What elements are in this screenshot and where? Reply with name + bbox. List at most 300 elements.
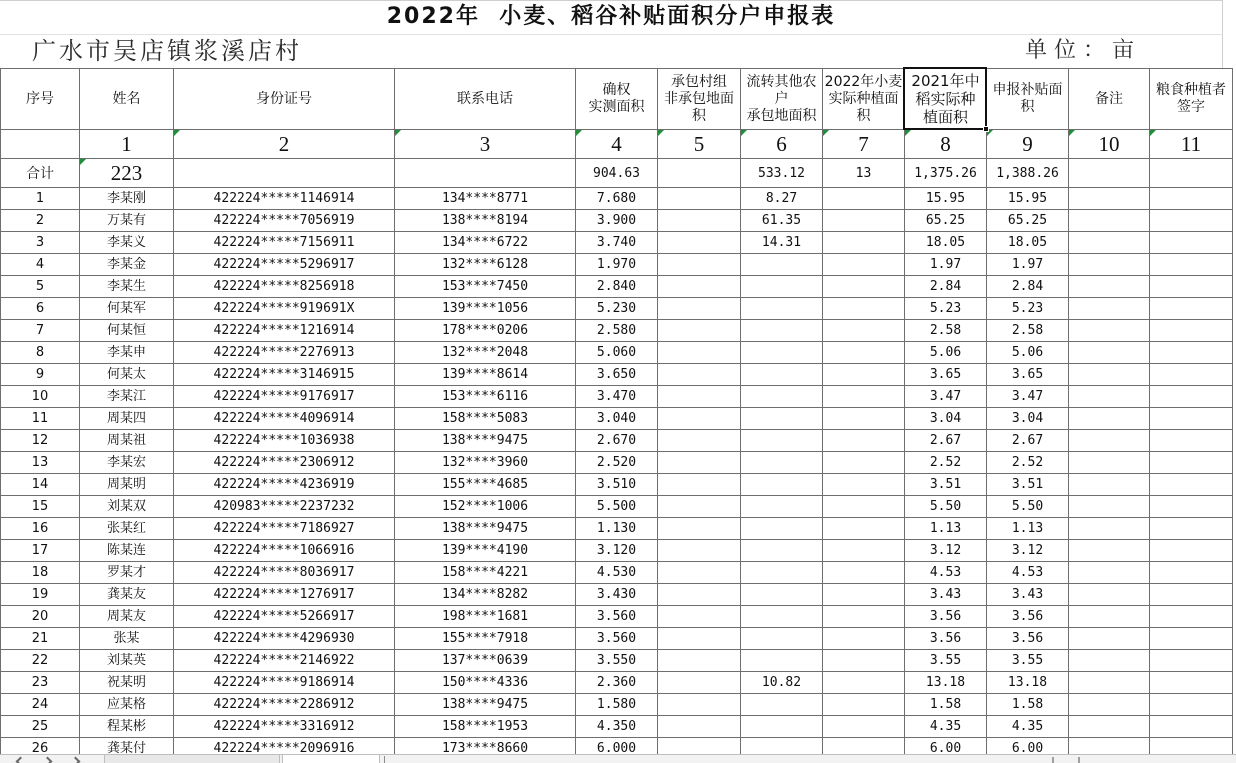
row-remarks[interactable] [1069, 342, 1150, 364]
row-subsidy-area[interactable]: 2.67 [987, 430, 1069, 452]
row-id-number[interactable]: 422224*****5266917 [174, 606, 395, 628]
row-id-number[interactable]: 422224*****3146915 [174, 364, 395, 386]
row-phone[interactable]: 134****8282 [395, 584, 576, 606]
row-transferred-area[interactable] [741, 386, 823, 408]
row-name[interactable]: 李某生 [80, 276, 174, 298]
row-subsidy-area[interactable]: 18.05 [987, 232, 1069, 254]
row-village-non-contract-area[interactable] [658, 210, 741, 232]
column-number-cell[interactable]: 2 [174, 130, 395, 159]
row-remarks[interactable] [1069, 320, 1150, 342]
row-confirmed-area[interactable]: 1.970 [576, 254, 658, 276]
row-remarks[interactable] [1069, 694, 1150, 716]
total-subsidy-area[interactable]: 1,388.26 [987, 159, 1069, 188]
row-remarks[interactable] [1069, 254, 1150, 276]
row-seq[interactable]: 21 [1, 628, 80, 650]
row-subsidy-area[interactable]: 5.23 [987, 298, 1069, 320]
row-transferred-area[interactable] [741, 408, 823, 430]
row-remarks[interactable] [1069, 584, 1150, 606]
row-name[interactable]: 万某有 [80, 210, 174, 232]
header-name[interactable]: 姓名 [80, 69, 174, 130]
row-wheat-area[interactable] [823, 232, 905, 254]
row-wheat-area[interactable] [823, 276, 905, 298]
row-signature[interactable] [1150, 408, 1233, 430]
header-wheat-area[interactable]: 2022年小麦 实际种植面 积 [823, 69, 905, 130]
row-wheat-area[interactable] [823, 496, 905, 518]
row-wheat-area[interactable] [823, 518, 905, 540]
row-phone[interactable]: 137****0639 [395, 650, 576, 672]
row-subsidy-area[interactable]: 5.06 [987, 342, 1069, 364]
row-seq[interactable]: 24 [1, 694, 80, 716]
row-subsidy-area[interactable]: 1.58 [987, 694, 1069, 716]
row-remarks[interactable] [1069, 518, 1150, 540]
row-phone[interactable]: 138****9475 [395, 694, 576, 716]
sheet-tab-active[interactable] [282, 755, 380, 763]
row-confirmed-area[interactable]: 3.120 [576, 540, 658, 562]
row-seq[interactable]: 16 [1, 518, 80, 540]
row-subsidy-area[interactable]: 4.53 [987, 562, 1069, 584]
row-seq[interactable]: 11 [1, 408, 80, 430]
row-subsidy-area[interactable]: 3.47 [987, 386, 1069, 408]
row-confirmed-area[interactable]: 3.040 [576, 408, 658, 430]
row-confirmed-area[interactable]: 3.510 [576, 474, 658, 496]
header-remarks[interactable]: 备注 [1069, 69, 1150, 130]
row-id-number[interactable]: 422224*****1066916 [174, 540, 395, 562]
row-rice-area[interactable]: 3.47 [905, 386, 987, 408]
row-wheat-area[interactable] [823, 298, 905, 320]
row-subsidy-area[interactable]: 3.56 [987, 606, 1069, 628]
row-name[interactable]: 周某明 [80, 474, 174, 496]
row-rice-area[interactable]: 2.52 [905, 452, 987, 474]
row-village-non-contract-area[interactable] [658, 408, 741, 430]
row-village-non-contract-area[interactable] [658, 738, 741, 755]
row-wheat-area[interactable] [823, 342, 905, 364]
total-count[interactable]: 223 [80, 159, 174, 188]
row-rice-area[interactable]: 15.95 [905, 188, 987, 210]
row-rice-area[interactable]: 3.56 [905, 606, 987, 628]
row-confirmed-area[interactable]: 3.740 [576, 232, 658, 254]
row-village-non-contract-area[interactable] [658, 606, 741, 628]
row-subsidy-area[interactable]: 2.52 [987, 452, 1069, 474]
row-wheat-area[interactable] [823, 364, 905, 386]
row-confirmed-area[interactable]: 7.680 [576, 188, 658, 210]
row-signature[interactable] [1150, 320, 1233, 342]
column-number-cell[interactable]: 1 [80, 130, 174, 159]
header-seq[interactable]: 序号 [1, 69, 80, 130]
row-signature[interactable] [1150, 672, 1233, 694]
row-remarks[interactable] [1069, 430, 1150, 452]
row-id-number[interactable]: 422224*****7156911 [174, 232, 395, 254]
row-name[interactable]: 何某军 [80, 298, 174, 320]
header-subsidy-area[interactable]: 申报补贴面 积 [987, 69, 1069, 130]
row-remarks[interactable] [1069, 364, 1150, 386]
row-id-number[interactable]: 422224*****4236919 [174, 474, 395, 496]
total-phone[interactable] [395, 159, 576, 188]
row-village-non-contract-area[interactable] [658, 474, 741, 496]
row-seq[interactable]: 2 [1, 210, 80, 232]
row-remarks[interactable] [1069, 232, 1150, 254]
row-village-non-contract-area[interactable] [658, 364, 741, 386]
row-name[interactable]: 周某祖 [80, 430, 174, 452]
row-transferred-area[interactable] [741, 276, 823, 298]
row-phone[interactable]: 139****4190 [395, 540, 576, 562]
row-rice-area[interactable]: 5.23 [905, 298, 987, 320]
row-transferred-area[interactable] [741, 320, 823, 342]
row-confirmed-area[interactable]: 1.580 [576, 694, 658, 716]
row-id-number[interactable]: 422224*****2146922 [174, 650, 395, 672]
column-number-cell[interactable]: 9 [987, 130, 1069, 159]
row-village-non-contract-area[interactable] [658, 320, 741, 342]
row-phone[interactable]: 178****0206 [395, 320, 576, 342]
header-confirmed-area[interactable]: 确权 实测面积 [576, 69, 658, 130]
row-subsidy-area[interactable]: 2.58 [987, 320, 1069, 342]
row-rice-area[interactable]: 3.51 [905, 474, 987, 496]
row-signature[interactable] [1150, 562, 1233, 584]
row-signature[interactable] [1150, 430, 1233, 452]
tab-scroll-left-button[interactable] [10, 755, 30, 763]
row-seq[interactable]: 17 [1, 540, 80, 562]
row-phone[interactable]: 150****4336 [395, 672, 576, 694]
column-number-cell[interactable]: 10 [1069, 130, 1150, 159]
row-id-number[interactable]: 422224*****9176917 [174, 386, 395, 408]
row-transferred-area[interactable]: 61.35 [741, 210, 823, 232]
row-village-non-contract-area[interactable] [658, 386, 741, 408]
row-name[interactable]: 程某彬 [80, 716, 174, 738]
row-seq[interactable]: 7 [1, 320, 80, 342]
row-rice-area[interactable]: 65.25 [905, 210, 987, 232]
row-wheat-area[interactable] [823, 562, 905, 584]
row-signature[interactable] [1150, 694, 1233, 716]
row-seq[interactable]: 15 [1, 496, 80, 518]
row-id-number[interactable]: 422224*****8256918 [174, 276, 395, 298]
row-seq[interactable]: 10 [1, 386, 80, 408]
row-id-number[interactable]: 422224*****4096914 [174, 408, 395, 430]
row-transferred-area[interactable] [741, 694, 823, 716]
row-village-non-contract-area[interactable] [658, 672, 741, 694]
row-village-non-contract-area[interactable] [658, 342, 741, 364]
row-rice-area[interactable]: 13.18 [905, 672, 987, 694]
row-signature[interactable] [1150, 342, 1233, 364]
row-name[interactable]: 刘某英 [80, 650, 174, 672]
column-number-cell[interactable]: 5 [658, 130, 741, 159]
header-signature[interactable]: 粮食种植者 签字 [1150, 69, 1233, 130]
row-phone[interactable]: 158****1953 [395, 716, 576, 738]
row-seq[interactable]: 20 [1, 606, 80, 628]
row-phone[interactable]: 198****1681 [395, 606, 576, 628]
row-phone[interactable]: 134****8771 [395, 188, 576, 210]
row-name[interactable]: 李某江 [80, 386, 174, 408]
row-signature[interactable] [1150, 738, 1233, 755]
row-transferred-area[interactable] [741, 584, 823, 606]
row-transferred-area[interactable] [741, 496, 823, 518]
row-rice-area[interactable]: 3.12 [905, 540, 987, 562]
row-signature[interactable] [1150, 716, 1233, 738]
row-id-number[interactable]: 422224*****919691X [174, 298, 395, 320]
row-transferred-area[interactable] [741, 298, 823, 320]
row-remarks[interactable] [1069, 716, 1150, 738]
row-name[interactable]: 何某太 [80, 364, 174, 386]
row-signature[interactable] [1150, 364, 1233, 386]
row-id-number[interactable]: 422224*****9186914 [174, 672, 395, 694]
total-confirmed-area[interactable]: 904.63 [576, 159, 658, 188]
row-confirmed-area[interactable]: 3.650 [576, 364, 658, 386]
row-wheat-area[interactable] [823, 452, 905, 474]
row-confirmed-area[interactable]: 3.430 [576, 584, 658, 606]
row-phone[interactable]: 132****2048 [395, 342, 576, 364]
row-name[interactable]: 应某格 [80, 694, 174, 716]
row-phone[interactable]: 153****7450 [395, 276, 576, 298]
village-name[interactable]: 广水市吴店镇浆溪店村 [32, 37, 302, 65]
row-transferred-area[interactable] [741, 254, 823, 276]
row-name[interactable]: 罗某才 [80, 562, 174, 584]
row-name[interactable]: 李某申 [80, 342, 174, 364]
row-signature[interactable] [1150, 496, 1233, 518]
row-wheat-area[interactable] [823, 188, 905, 210]
row-subsidy-area[interactable]: 1.97 [987, 254, 1069, 276]
row-village-non-contract-area[interactable] [658, 628, 741, 650]
row-transferred-area[interactable] [741, 518, 823, 540]
row-phone[interactable]: 158****4221 [395, 562, 576, 584]
row-id-number[interactable]: 422224*****1216914 [174, 320, 395, 342]
tab-scroll-right-button[interactable] [40, 755, 60, 763]
row-seq[interactable]: 8 [1, 342, 80, 364]
row-confirmed-area[interactable]: 6.000 [576, 738, 658, 755]
row-subsidy-area[interactable]: 4.35 [987, 716, 1069, 738]
row-wheat-area[interactable] [823, 408, 905, 430]
row-wheat-area[interactable] [823, 254, 905, 276]
row-phone[interactable]: 158****5083 [395, 408, 576, 430]
row-transferred-area[interactable] [741, 562, 823, 584]
row-name[interactable]: 何某恒 [80, 320, 174, 342]
row-id-number[interactable]: 422224*****1276917 [174, 584, 395, 606]
total-village-non-contract-area[interactable] [658, 159, 741, 188]
row-subsidy-area[interactable]: 15.95 [987, 188, 1069, 210]
row-subsidy-area[interactable]: 3.04 [987, 408, 1069, 430]
row-signature[interactable] [1150, 254, 1233, 276]
row-village-non-contract-area[interactable] [658, 254, 741, 276]
row-name[interactable]: 祝某明 [80, 672, 174, 694]
row-wheat-area[interactable] [823, 540, 905, 562]
column-number-cell[interactable]: 4 [576, 130, 658, 159]
row-transferred-area[interactable]: 14.31 [741, 232, 823, 254]
row-transferred-area[interactable] [741, 364, 823, 386]
row-name[interactable]: 龚某付 [80, 738, 174, 755]
row-wheat-area[interactable] [823, 210, 905, 232]
total-rice-area[interactable]: 1,375.26 [905, 159, 987, 188]
row-rice-area[interactable]: 6.00 [905, 738, 987, 755]
row-phone[interactable]: 173****8660 [395, 738, 576, 755]
row-id-number[interactable]: 422224*****2286912 [174, 694, 395, 716]
header-village-non-contract-area[interactable]: 承包村组 非承包地面 积 [658, 69, 741, 130]
row-seq[interactable]: 12 [1, 430, 80, 452]
row-village-non-contract-area[interactable] [658, 716, 741, 738]
row-seq[interactable]: 1 [1, 188, 80, 210]
row-subsidy-area[interactable]: 3.43 [987, 584, 1069, 606]
row-id-number[interactable]: 420983*****2237232 [174, 496, 395, 518]
row-rice-area[interactable]: 3.56 [905, 628, 987, 650]
row-seq[interactable]: 19 [1, 584, 80, 606]
row-id-number[interactable]: 422224*****7056919 [174, 210, 395, 232]
fill-handle[interactable] [983, 126, 989, 132]
row-signature[interactable] [1150, 584, 1233, 606]
row-id-number[interactable]: 422224*****7186927 [174, 518, 395, 540]
row-remarks[interactable] [1069, 298, 1150, 320]
header-phone[interactable]: 联系电话 [395, 69, 576, 130]
row-rice-area[interactable]: 1.13 [905, 518, 987, 540]
row-remarks[interactable] [1069, 408, 1150, 430]
total-wheat-area[interactable]: 13 [823, 159, 905, 188]
row-id-number[interactable]: 422224*****8036917 [174, 562, 395, 584]
row-village-non-contract-area[interactable] [658, 188, 741, 210]
total-transferred-area[interactable]: 533.12 [741, 159, 823, 188]
row-seq[interactable]: 26 [1, 738, 80, 755]
column-number-cell[interactable]: 3 [395, 130, 576, 159]
row-transferred-area[interactable] [741, 738, 823, 755]
row-transferred-area[interactable] [741, 606, 823, 628]
scroll-splitter-icon[interactable] [1052, 757, 1054, 763]
row-phone[interactable]: 139****8614 [395, 364, 576, 386]
row-rice-area[interactable]: 4.35 [905, 716, 987, 738]
row-rice-area[interactable]: 18.05 [905, 232, 987, 254]
row-wheat-area[interactable] [823, 584, 905, 606]
row-signature[interactable] [1150, 650, 1233, 672]
row-subsidy-area[interactable]: 3.51 [987, 474, 1069, 496]
row-wheat-area[interactable] [823, 430, 905, 452]
row-phone[interactable]: 138****9475 [395, 430, 576, 452]
column-number-blank[interactable] [1, 130, 80, 159]
row-name[interactable]: 周某友 [80, 606, 174, 628]
row-seq[interactable]: 6 [1, 298, 80, 320]
header-transferred-area[interactable]: 流转其他农 户 承包地面积 [741, 69, 823, 130]
unit-label[interactable]: 单位：亩 [1025, 38, 1142, 63]
row-phone[interactable]: 134****6722 [395, 232, 576, 254]
header-rice-area[interactable]: 2021年中 稻实际种 植面积 [905, 69, 987, 130]
row-phone[interactable]: 153****6116 [395, 386, 576, 408]
row-subsidy-area[interactable]: 13.18 [987, 672, 1069, 694]
row-confirmed-area[interactable]: 5.500 [576, 496, 658, 518]
row-confirmed-area[interactable]: 2.360 [576, 672, 658, 694]
row-wheat-area[interactable] [823, 716, 905, 738]
row-rice-area[interactable]: 5.50 [905, 496, 987, 518]
row-subsidy-area[interactable]: 3.12 [987, 540, 1069, 562]
row-seq[interactable]: 4 [1, 254, 80, 276]
row-village-non-contract-area[interactable] [658, 562, 741, 584]
row-rice-area[interactable]: 2.84 [905, 276, 987, 298]
row-confirmed-area[interactable]: 2.840 [576, 276, 658, 298]
row-seq[interactable]: 13 [1, 452, 80, 474]
row-transferred-area[interactable]: 10.82 [741, 672, 823, 694]
row-wheat-area[interactable] [823, 320, 905, 342]
row-signature[interactable] [1150, 232, 1233, 254]
total-signature[interactable] [1150, 159, 1233, 188]
row-signature[interactable] [1150, 452, 1233, 474]
row-village-non-contract-area[interactable] [658, 584, 741, 606]
row-confirmed-area[interactable]: 5.230 [576, 298, 658, 320]
row-name[interactable]: 周某四 [80, 408, 174, 430]
row-transferred-area[interactable] [741, 474, 823, 496]
row-signature[interactable] [1150, 474, 1233, 496]
row-subsidy-area[interactable]: 2.84 [987, 276, 1069, 298]
row-remarks[interactable] [1069, 276, 1150, 298]
row-village-non-contract-area[interactable] [658, 452, 741, 474]
row-village-non-contract-area[interactable] [658, 650, 741, 672]
row-remarks[interactable] [1069, 628, 1150, 650]
row-signature[interactable] [1150, 298, 1233, 320]
row-name[interactable]: 陈某连 [80, 540, 174, 562]
row-subsidy-area[interactable]: 3.55 [987, 650, 1069, 672]
row-signature[interactable] [1150, 210, 1233, 232]
row-village-non-contract-area[interactable] [658, 540, 741, 562]
row-village-non-contract-area[interactable] [658, 298, 741, 320]
row-subsidy-area[interactable]: 3.56 [987, 628, 1069, 650]
row-rice-area[interactable]: 1.58 [905, 694, 987, 716]
row-transferred-area[interactable] [741, 650, 823, 672]
row-id-number[interactable]: 422224*****2096916 [174, 738, 395, 755]
row-phone[interactable]: 138****8194 [395, 210, 576, 232]
row-remarks[interactable] [1069, 188, 1150, 210]
row-id-number[interactable]: 422224*****4296930 [174, 628, 395, 650]
row-transferred-area[interactable]: 8.27 [741, 188, 823, 210]
total-id-number[interactable] [174, 159, 395, 188]
row-remarks[interactable] [1069, 210, 1150, 232]
row-subsidy-area[interactable]: 65.25 [987, 210, 1069, 232]
row-signature[interactable] [1150, 386, 1233, 408]
row-remarks[interactable] [1069, 606, 1150, 628]
row-phone[interactable]: 155****4685 [395, 474, 576, 496]
row-confirmed-area[interactable]: 4.350 [576, 716, 658, 738]
row-confirmed-area[interactable]: 1.130 [576, 518, 658, 540]
row-name[interactable]: 张某 [80, 628, 174, 650]
row-remarks[interactable] [1069, 738, 1150, 755]
row-id-number[interactable]: 422224*****1146914 [174, 188, 395, 210]
row-seq[interactable]: 22 [1, 650, 80, 672]
row-seq[interactable]: 18 [1, 562, 80, 584]
row-rice-area[interactable]: 5.06 [905, 342, 987, 364]
row-signature[interactable] [1150, 540, 1233, 562]
row-seq[interactable]: 23 [1, 672, 80, 694]
row-name[interactable]: 刘某双 [80, 496, 174, 518]
row-signature[interactable] [1150, 188, 1233, 210]
row-remarks[interactable] [1069, 452, 1150, 474]
row-name[interactable]: 张某红 [80, 518, 174, 540]
sheet-tab[interactable] [104, 755, 280, 763]
row-seq[interactable]: 3 [1, 232, 80, 254]
row-remarks[interactable] [1069, 474, 1150, 496]
row-transferred-area[interactable] [741, 342, 823, 364]
row-village-non-contract-area[interactable] [658, 496, 741, 518]
row-remarks[interactable] [1069, 386, 1150, 408]
row-signature[interactable] [1150, 276, 1233, 298]
column-number-cell[interactable]: 6 [741, 130, 823, 159]
row-name[interactable]: 龚某友 [80, 584, 174, 606]
row-name[interactable]: 李某宏 [80, 452, 174, 474]
row-wheat-area[interactable] [823, 672, 905, 694]
row-transferred-area[interactable] [741, 716, 823, 738]
total-remarks[interactable] [1069, 159, 1150, 188]
row-phone[interactable]: 132****6128 [395, 254, 576, 276]
row-id-number[interactable]: 422224*****2276913 [174, 342, 395, 364]
row-confirmed-area[interactable]: 4.530 [576, 562, 658, 584]
row-seq[interactable]: 14 [1, 474, 80, 496]
row-wheat-area[interactable] [823, 606, 905, 628]
row-transferred-area[interactable] [741, 628, 823, 650]
row-wheat-area[interactable] [823, 650, 905, 672]
column-number-cell[interactable]: 7 [823, 130, 905, 159]
row-phone[interactable]: 138****9475 [395, 518, 576, 540]
total-label[interactable]: 合计 [1, 159, 80, 188]
row-phone[interactable]: 155****7918 [395, 628, 576, 650]
row-subsidy-area[interactable]: 6.00 [987, 738, 1069, 755]
row-wheat-area[interactable] [823, 474, 905, 496]
